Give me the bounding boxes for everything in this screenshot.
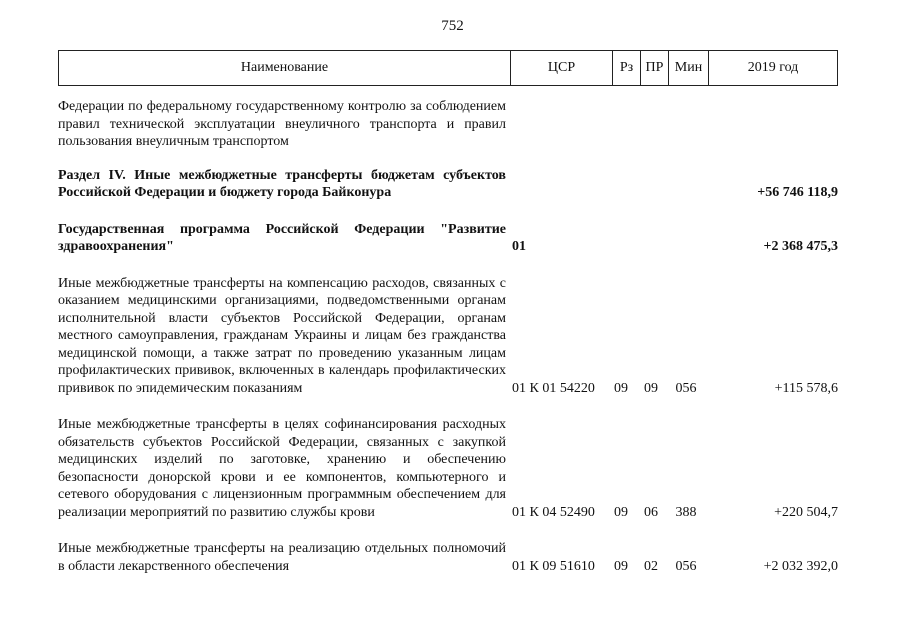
page-number: 752 [441, 18, 464, 34]
column-header-csr: ЦСР [511, 51, 613, 85]
row-min: 388 [675, 504, 697, 520]
row-name: Иные межбюджетные трансферты на компенсацию расходов, связанных с оказанием медицинскими организациями, подведомственными органам исполнительной власти субъектов Российской Федерации, органам местного самоуправления, гражданам Украины и лицам без гражданства медицинской помощи, а также затрат по проведению указанным лицам профилактических прививок, включенных в календарь профилактических прививок по эпидемическим показаниям [58, 275, 506, 396]
row-name: Раздел IV. Иные межбюджетные трансферты бюджетам субъектов Российской Федерации и бюджету города Байконура [58, 167, 506, 200]
table-row [58, 540, 838, 575]
row-csr: 01 [512, 239, 526, 254]
row-min: 056 [675, 558, 697, 574]
row-rz: 09 [614, 558, 628, 574]
column-header-min: Мин [669, 51, 709, 85]
table-row [58, 98, 838, 151]
row-name: Иные межбюджетные трансферты на реализацию отдельных полномочий в области лекарственного обеспечения [58, 541, 506, 574]
row-sum: +2 032 392,0 [763, 558, 838, 574]
table-row [58, 416, 838, 521]
row-pr: 09 [644, 380, 658, 396]
row-csr: 01 К 09 51610 [512, 558, 595, 574]
row-name: Государственная программа Российской Федерации "Развитие здравоохранения" [58, 221, 506, 254]
column-header-rz: Рз [613, 51, 641, 85]
row-pr: 02 [644, 558, 658, 574]
row-csr: 01 К 01 54220 [512, 380, 595, 396]
row-name: Федерации по федеральному государственному контролю за соблюдением правил технической эксплуатации внеуличного транспорта и правил пользования внеуличным транспортом [58, 99, 506, 149]
column-header-name: Наименование [59, 51, 511, 85]
table-header [58, 50, 838, 86]
row-rz: 09 [614, 380, 628, 396]
row-sum: +220 504,7 [774, 504, 838, 520]
table-row [58, 167, 838, 202]
row-sum: +56 746 118,9 [757, 185, 838, 200]
row-csr: 01 К 04 52490 [512, 504, 595, 520]
column-header-pr: ПР [641, 51, 669, 85]
row-name: Иные межбюджетные трансферты в целях софинансирования расходных обязательств субъектов Российской Федерации, связанных с закупкой медицинских изделий по заготовке, хранению и обеспечению безопасности донорской крови и ее компонентов, компьютерного и сетевого оборудования с лицензионным программным обеспечением для реализации мероприятий по развитию службы крови [58, 417, 506, 520]
row-sum: +2 368 475,3 [763, 239, 838, 254]
table-row [58, 275, 838, 398]
row-min: 056 [675, 380, 697, 396]
row-pr: 06 [644, 504, 658, 520]
table-body [58, 98, 838, 594]
column-header-year: 2019 год [747, 60, 799, 75]
row-rz: 09 [614, 504, 628, 520]
row-sum: +115 578,6 [774, 380, 838, 396]
table-row [58, 221, 838, 256]
